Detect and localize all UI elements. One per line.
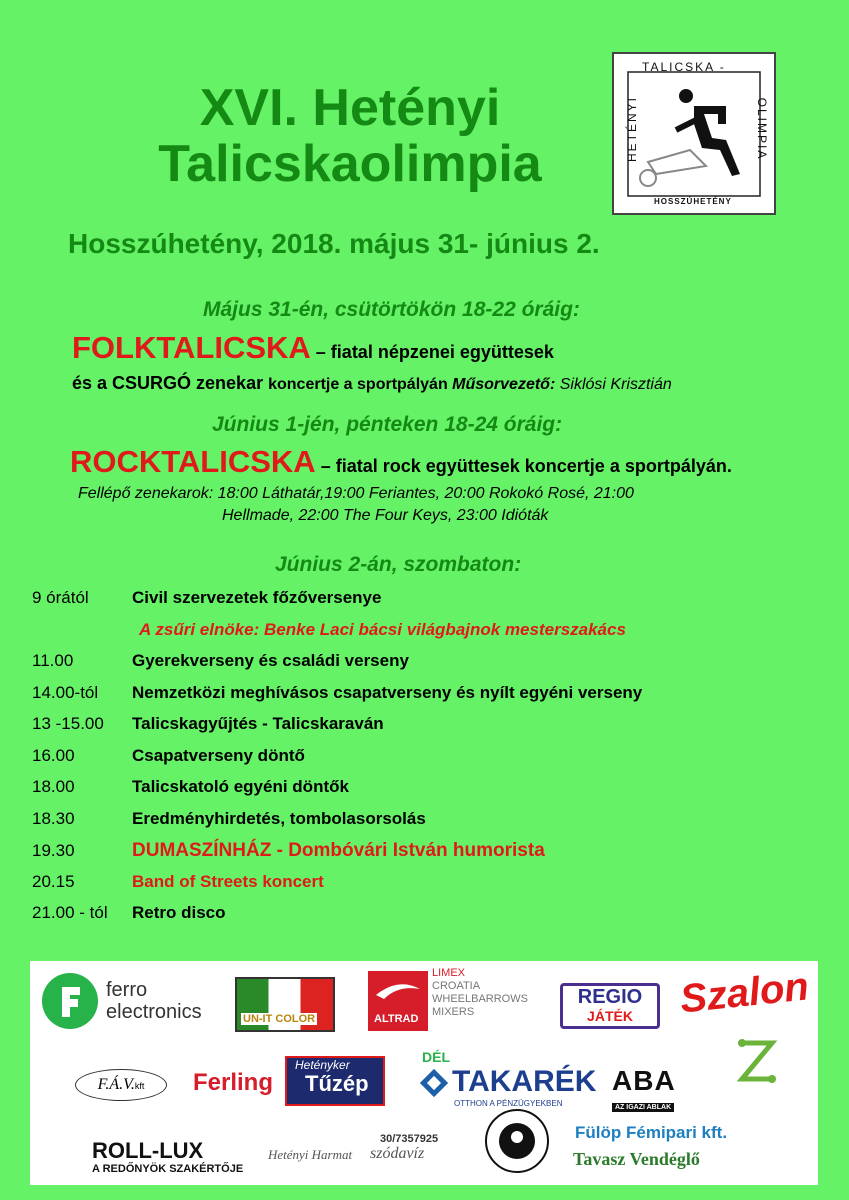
tuzep-text-2: Tűzép — [305, 1071, 369, 1096]
schedule-text: Eredményhirdetés, tombolasorsolás — [132, 808, 426, 828]
jatek-text: JÁTÉK — [587, 1008, 633, 1024]
schedule-text: Nemzetközi meghívásos csapatverseny és nyílt egyéni verseny — [132, 682, 643, 702]
roll-lux-logo — [92, 1139, 257, 1179]
limex-line-1: LIMEX — [432, 967, 466, 979]
day1-line2 — [72, 373, 672, 394]
day1-line2-a: és a CSURGÓ zenekar — [72, 373, 269, 393]
schedule-time: 13 -15.00 — [32, 714, 104, 733]
schedule-row — [32, 588, 381, 620]
schedule-time: 16.00 — [32, 745, 75, 765]
sponsor-panel — [30, 961, 818, 1185]
day1-event-desc: – fiatal népzenei együttesek — [310, 342, 554, 362]
day1-event-line — [72, 330, 554, 366]
talicska-olimpia-logo — [612, 52, 776, 215]
schedule-text: Talicskatoló egyéni döntők — [132, 777, 349, 796]
ferling-logo: Ferling — [193, 1069, 274, 1096]
schedule-time: 20.15 — [32, 871, 75, 891]
day1-heading: Május 31-én, csütörtökön 18-22 óráig: — [203, 298, 580, 321]
title-line-2: Talicskaolimpia — [158, 135, 542, 193]
schedule-text: A zsűri elnöke: Benke Laci bácsi világbajnok mesterszakács — [139, 619, 626, 639]
day2-bands-line1: Fellépő zenekarok: 18:00 Láthatár,19:00 Feriantes, 20:00 Rokokó Rosé, 21:00 — [78, 485, 634, 502]
z-logo — [732, 1033, 782, 1093]
schedule-time: 19.30 — [32, 841, 75, 860]
schedule-row — [32, 714, 384, 746]
phone-text: 30/7357925 — [380, 1133, 439, 1145]
day1-line2-b: koncertje a sportpályán — [268, 376, 453, 393]
schedule-text: Band of Streets koncert — [132, 871, 324, 891]
aba-logo — [612, 1065, 697, 1111]
schedule-row — [32, 746, 305, 778]
unit-color-text: UN-IT COLOR — [243, 1013, 316, 1025]
schedule-row — [32, 651, 409, 683]
fulop-text: Fülöp Fémipari kft. — [575, 1123, 728, 1142]
schedule-text: Gyerekverseny és családi verseny — [132, 651, 409, 670]
schedule-text: Civil szervezetek főzőversenye — [132, 588, 382, 607]
schedule-row — [32, 683, 642, 715]
schedule-row — [32, 809, 426, 841]
day2-bands-line2: Hellmade, 22:00 The Four Keys, 23:00 Idióták — [222, 507, 549, 524]
day2-heading: Június 1-jén, pénteken 18-24 óráig: — [212, 413, 563, 436]
szodaviz-logo — [360, 1133, 450, 1177]
hetenyi-harmat-logo: Hetényi Harmat — [268, 1147, 353, 1162]
logo-right-text: OLIMPIA — [755, 97, 769, 161]
schedule-row — [32, 620, 626, 652]
ferro-icon — [40, 971, 100, 1031]
foundation-seal-logo — [485, 1109, 549, 1173]
schedule-time: 21.00 - tól — [32, 903, 108, 922]
tuzep-logo — [285, 1056, 385, 1106]
schedule-time: 14.00-tól — [32, 682, 99, 702]
takarek-subtext: OTTHON A PÉNZÜGYEKBEN — [454, 1099, 563, 1108]
szalon-logo: Szalon — [678, 964, 811, 1022]
day3-heading: Június 2-án, szombaton: — [275, 553, 522, 576]
limex-line-3: WHEELBARROWS — [432, 993, 528, 1005]
altrad-logo — [368, 971, 428, 1031]
schedule-row — [32, 777, 349, 809]
schedule-text: DUMASZÍNHÁZ - Dombóvári István humorista — [132, 840, 545, 861]
regio-jatek-logo — [560, 983, 660, 1029]
day2-event-desc: – fiatal rock együttesek koncertje a sportpályán. — [315, 456, 732, 476]
roll-lux-text: ROLL-LUX — [92, 1138, 204, 1163]
seal-icon — [487, 1111, 547, 1171]
logo-left-text: HETÉNYI — [625, 96, 639, 163]
limex-line-4: MIXERS — [432, 1006, 475, 1018]
z-circuit-icon — [732, 1033, 782, 1093]
takarek-diamond-icon — [418, 1067, 450, 1099]
title-line-1: XVI. Hetényi — [199, 79, 501, 137]
altrad-text: ALTRAD — [374, 1013, 419, 1025]
folktalicska-title: FOLKTALICSKA — [72, 330, 311, 365]
day1-host-name: Siklósi Krisztián — [559, 376, 672, 393]
aba-subtext: AZ IGAZI ABLAK — [612, 1103, 674, 1112]
poster-title — [100, 80, 600, 192]
szodaviz-text: szódavíz — [370, 1145, 425, 1162]
schedule-time: 18.00 — [32, 777, 75, 796]
limex-line-2: CROATIA — [432, 980, 481, 992]
schedule-row — [32, 872, 324, 904]
schedule-row — [32, 903, 226, 935]
unit-color-logo — [235, 977, 335, 1032]
roll-lux-subtext: A REDŐNYÖK SZAKÉRTŐJE — [92, 1163, 244, 1175]
tavasz-text: Tavasz Vendéglő — [573, 1149, 700, 1169]
day1-host-label: Műsorvezető: — [452, 376, 560, 393]
fav-kft-text: kft — [134, 1081, 145, 1091]
schedule-time: 18.30 — [32, 808, 75, 828]
schedule-time: 11.00 — [32, 651, 74, 670]
fav-text: F.Á.V. — [97, 1076, 135, 1093]
schedule-text: Csapatverseny döntő — [132, 745, 305, 765]
poster-subtitle: Hosszúhetény, 2018. május 31- június 2. — [68, 228, 600, 259]
del-takarek-logo — [418, 1049, 598, 1109]
schedule-text: Retro disco — [132, 903, 226, 922]
ferro-logo — [40, 971, 220, 1031]
ferro-text-2: electronics — [106, 1001, 202, 1023]
schedule-row — [32, 840, 545, 872]
ferro-text-1: ferro — [106, 979, 148, 1001]
tuzep-text-1: Hetényker — [295, 1058, 350, 1072]
takarek-text: TAKARÉK — [452, 1065, 597, 1098]
altrad-bird-icon — [368, 971, 428, 1011]
del-text: DÉL — [422, 1049, 450, 1065]
schedule-time: 9 órától — [32, 588, 89, 607]
rocktalicska-title: ROCKTALICSKA — [70, 444, 316, 479]
limex-text — [432, 967, 528, 1019]
regio-text: REGIO — [577, 986, 643, 1008]
schedule-text: Talicskagyűjtés - Talicskaraván — [132, 714, 384, 733]
day2-event-line — [70, 444, 732, 480]
logo-top-text: TALICSKA - — [642, 60, 726, 74]
fav-logo — [75, 1069, 167, 1101]
logo-bottom-text: HOSSZÚHETÉNY — [654, 197, 732, 206]
aba-text: ABA — [612, 1065, 676, 1096]
